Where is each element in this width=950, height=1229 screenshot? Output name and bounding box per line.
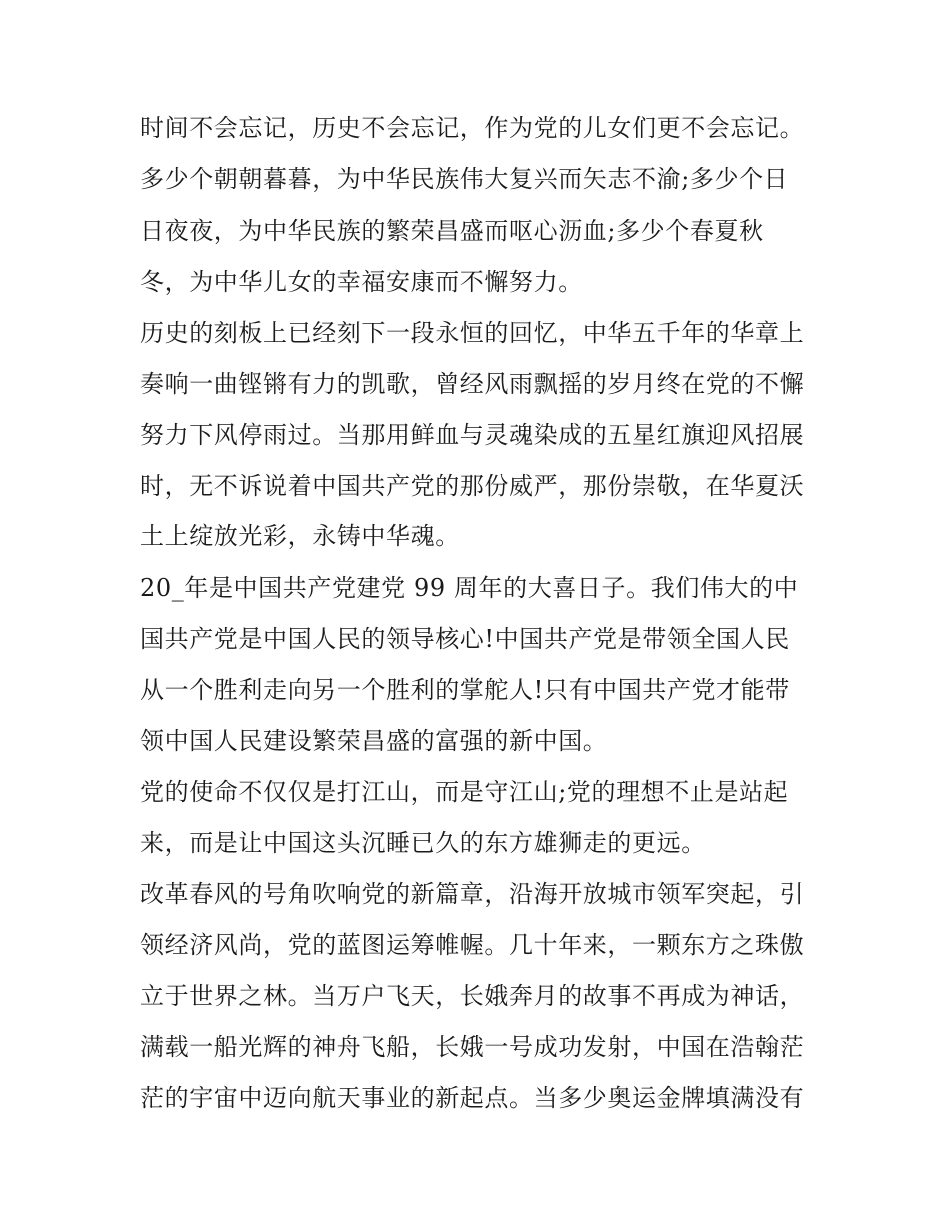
text-line: 时，无不诉说着中国共产党的那份威严，那份崇敬，在华夏沃 <box>140 472 805 500</box>
text-line: 领中国人民建设繁荣昌盛的富强的新中国。 <box>140 727 608 755</box>
text-line: 茫的宇宙中迈向航天事业的新起点。当多少奥运金牌填满没有 <box>140 1084 805 1112</box>
text-line: 奏响一曲铿锵有力的凯歌，曾经风雨飘摇的岁月终在党的不懈 <box>140 370 805 398</box>
text-line: 土上绽放光彩，永铸中华魂。 <box>140 522 460 550</box>
text-line: 党的使命不仅仅是打江山，而是守江山;党的理想不止是站起 <box>140 778 789 806</box>
text-line: 日夜夜，为中华民族的繁荣昌盛而呕心沥血;多少个春夏秋 <box>140 217 764 245</box>
text-line: 满载一船光辉的神舟飞船，长娥一号成功发射，中国在浩翰茫 <box>140 1033 805 1061</box>
text-line: 努力下风停雨过。当那用鲜血与灵魂染成的五星红旗迎风招展 <box>140 421 805 449</box>
text-line: 时间不会忘记，历史不会忘记，作为党的儿女们更不会忘记。 <box>140 114 805 142</box>
text-line: 历史的刻板上已经刻下一段永恒的回忆，中华五千年的华章上 <box>140 319 805 347</box>
text-line: 20_年是中国共产党建党 99 周年的大喜日子。我们伟大的中 <box>140 574 799 602</box>
text-line: 立于世界之林。当万户飞天，长娥奔月的故事不再成为神话， <box>140 982 805 1010</box>
text-line: 领经济风尚，党的蓝图运筹帷幄。几十年来，一颗东方之珠傲 <box>140 931 805 959</box>
text-line: 从一个胜利走向另一个胜利的掌舵人!只有中国共产党才能带 <box>140 676 790 704</box>
text-line: 来，而是让中国这头沉睡已久的东方雄狮走的更远。 <box>140 829 706 857</box>
text-line: 改革春风的号角吹响党的新篇章，沿海开放城市领军突起，引 <box>140 880 805 908</box>
text-line: 冬，为中华儿女的幸福安康而不懈努力。 <box>140 268 583 296</box>
text-line: 多少个朝朝暮暮，为中华民族伟大复兴而矢志不渝;多少个日 <box>140 165 789 193</box>
text-line: 国共产党是中国人民的领导核心!中国共产党是带领全国人民 <box>140 625 790 653</box>
